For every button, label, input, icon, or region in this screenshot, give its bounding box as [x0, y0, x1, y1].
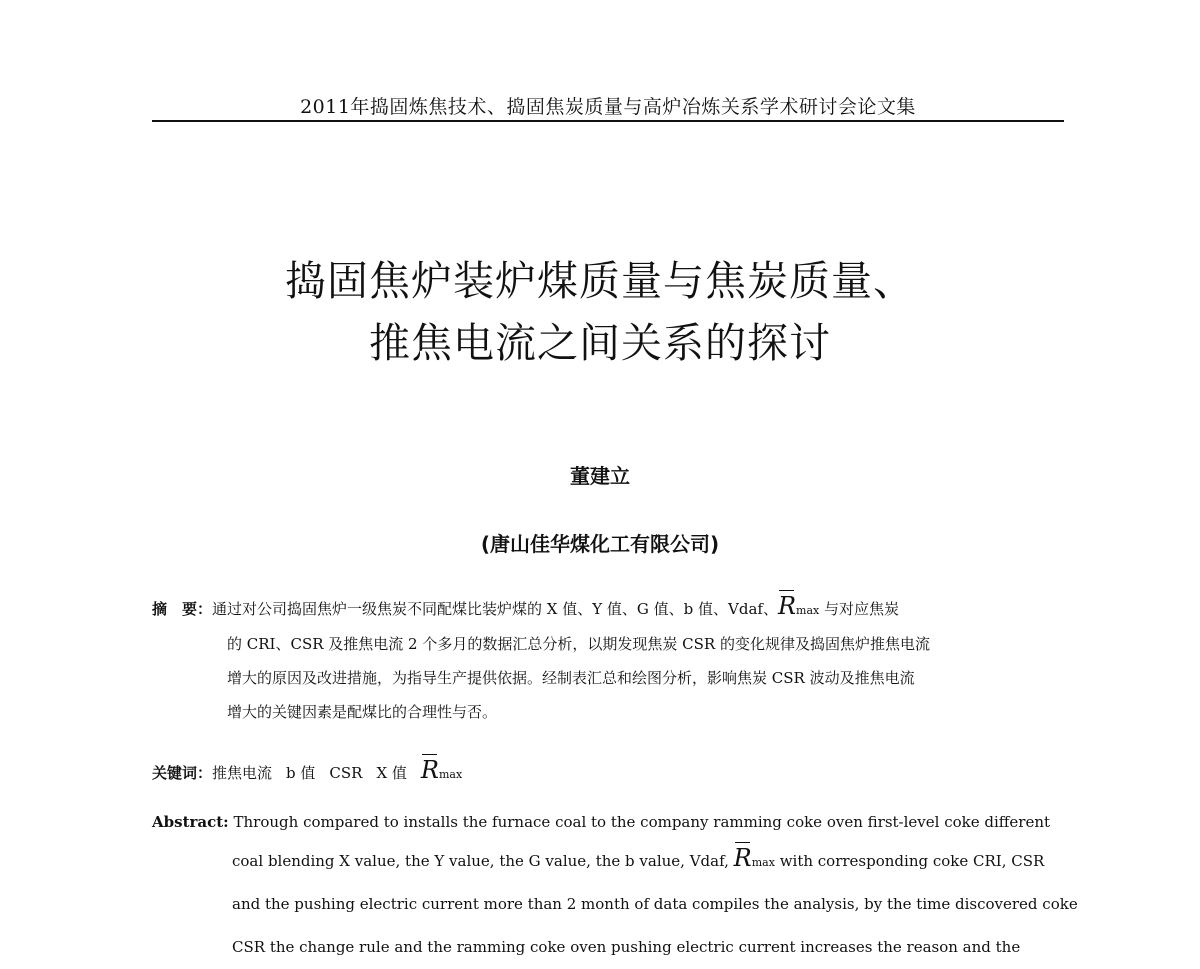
keyword-item: 推焦电流 — [212, 764, 273, 782]
keywords-label: 关键词： — [152, 764, 213, 782]
rmax-letter: R — [733, 844, 752, 872]
abstract-cn-text-1b: 与对应焦炭 — [819, 600, 900, 618]
paper-title — [100, 250, 1100, 374]
keywords — [152, 756, 1052, 785]
abstract-cn-line-2: 的 CRI、CSR 及推焦电流 2 个多月的数据汇总分析，以期发现焦炭 CSR 的变化规律及捣固焦炉推焦电流 — [227, 635, 930, 653]
keyword-rmax — [420, 756, 463, 785]
rmax-symbol — [733, 844, 775, 873]
abstract-en-line-4: CSR the change rule and the ramming coke oven pushing electric current increases the reason and the — [232, 938, 1021, 956]
rmax-symbol — [777, 592, 820, 621]
abstract-en-text-2b: with corresponding coke CRI, CSR — [774, 852, 1045, 870]
rmax-letter: R — [420, 756, 439, 784]
abstract-en-line-2 — [232, 840, 1052, 883]
abstract-cn-body — [152, 630, 1052, 726]
abstract-en-line-3: and the pushing electric current more than 2 month of data compiles the analysis, by the time discovered coke — [232, 895, 1078, 913]
header-rule — [152, 120, 1064, 122]
affiliation: (唐山佳华煤化工有限公司) — [480, 532, 720, 556]
abstract-cn-line-4: 增大的关键因素是配煤比的合理性与否。 — [227, 703, 498, 721]
rmax-subscript: max — [751, 856, 775, 869]
abstract-cn-line-3: 增大的原因及改进措施，为指导生产提供依据。经制表汇总和绘图分析，影响焦炭 CSR 波动及推焦电流 — [227, 669, 915, 687]
abstract-cn-line-1 — [152, 590, 1052, 628]
keyword-item: X 值 — [376, 764, 407, 782]
keyword-item: CSR — [329, 764, 363, 782]
title-line-2: 推焦电流之间关系的探讨 — [369, 319, 831, 367]
keyword-item: b 值 — [286, 764, 316, 782]
abstract-en-text-1: Through compared to installs the furnace coal to the company ramming coke oven first-level coke different — [233, 813, 1051, 831]
title-line-1: 捣固焦炉装炉煤质量与焦炭质量、 — [285, 257, 915, 305]
abstract-en-body — [152, 840, 1078, 969]
abstract-en-label: Abstract: — [152, 813, 229, 831]
rmax-subscript: max — [796, 604, 820, 617]
abstract-cn-text-1a: 通过对公司捣固焦炉一级焦炭不同配煤比装炉煤的 X 值、Y 值、G 值、b 值、Vdaf、 — [212, 600, 778, 618]
abstract-en-text-2a: coal blending X value, the Y value, the G value, the b value, Vdaf, — [232, 852, 734, 870]
abstract-chinese — [152, 590, 1052, 726]
running-header: 2011年捣固炼焦技术、捣固焦炭质量与高炉冶炼关系学术研讨会论文集 — [300, 96, 916, 118]
abstract-en-line-1 — [152, 810, 1052, 834]
author: 董建立 — [570, 464, 630, 488]
abstract-cn-label: 摘 要： — [152, 600, 213, 618]
rmax-letter: R — [777, 592, 797, 620]
rmax-subscript: max — [438, 768, 463, 781]
abstract-english — [152, 810, 1078, 969]
